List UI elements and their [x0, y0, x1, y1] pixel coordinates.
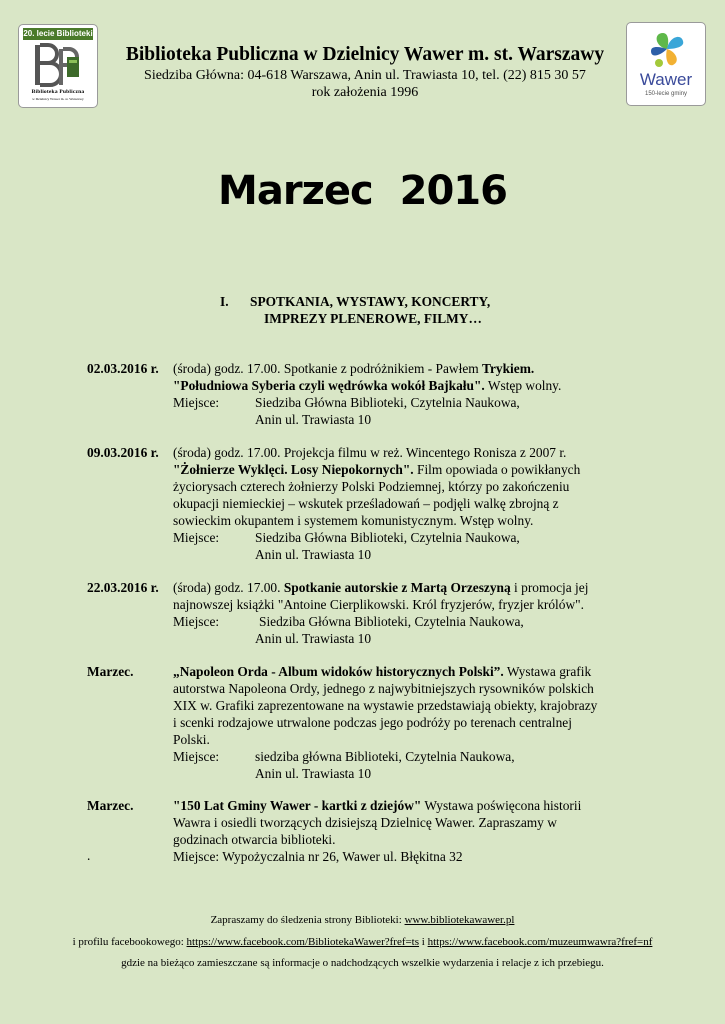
library-header [100, 43, 630, 101]
event-description [173, 663, 643, 782]
section-number: I. [220, 294, 229, 309]
location-address: Anin ul. Trawiasta 10 [255, 547, 372, 562]
event-title: "150 Lat Gminy Wawer - kartki z dziejów" [173, 798, 422, 813]
section-heading-line2: IMPREZY PLENEROWE, FILMY… [264, 311, 482, 326]
wawer-anniversary-logo [626, 22, 706, 106]
location-label: Miejsce: [173, 749, 220, 764]
event-text: (środa) godz. 17.00. Projekcja filmu w reż. Wincentego Ronisza z 2007 r. [173, 445, 567, 460]
wawer-logo-sub: 150-lecie gminy [644, 91, 688, 97]
event-date: 02.03.2016 r. [87, 361, 159, 376]
location-text: Miejsce: Wypożyczalnia nr 26, Wawer ul. Błękitna 32 [173, 849, 463, 864]
event-text: sowieckim okupantem i systemem komunistycznym. Wstęp wolny. [173, 513, 534, 528]
library-name: Biblioteka Publiczna w Dzielnicy Wawer m. st. Warszawy [125, 44, 605, 65]
event-text: Wystawa poświęcona historii [421, 798, 582, 813]
section-heading-line1: SPOTKANIA, WYSTAWY, KONCERTY, [250, 294, 491, 309]
event-description [173, 579, 643, 647]
location-label: Miejsce: [173, 530, 220, 545]
location-address: Anin ul. Trawiasta 10 [255, 412, 372, 427]
event-title: Spotkanie autorskie z Martą Orzeszyną [283, 580, 511, 595]
bp-library-logo-icon [29, 43, 87, 87]
library-address: Siedziba Główna: 04-618 Warszawa, Anin ul. Trawiasta 10, tel. (22) 815 30 57 [144, 68, 586, 83]
location-label: Miejsce: [173, 614, 220, 629]
location-text: Siedziba Główna Biblioteki, Czytelnia Naukowa, [255, 395, 520, 410]
event-date: Marzec. [87, 798, 134, 813]
event-text: najnowszej książki "Antoine Cierplikowski. Król fryzjerów, fryzjer królów". [173, 597, 584, 612]
footer-text: Zapraszamy do śledzenia strony Biblioteki: [210, 914, 405, 926]
stray-dot: . [87, 848, 91, 863]
event-text: okupacji niemieckiej – wskutek prześladowań – podjęli walkę zbrojną z [173, 496, 559, 511]
event-text: Wstęp wolny. [484, 378, 562, 393]
event-text: XIX w. Grafiki zaprezentowane na wystawie przedstawiają obiekty, krajobrazy [173, 698, 598, 713]
event-title: "Żołnierze Wyklęci. Losy Niepokornych". [173, 462, 414, 477]
location-text: siedziba główna Biblioteki, Czytelnia Naukowa, [255, 749, 515, 764]
event-text: (środa) godz. 17.00. [173, 580, 284, 595]
location-label: Miejsce: [173, 395, 220, 410]
wawer-logo-name: Wawer [639, 70, 693, 89]
logo-library-sub: w Dzielnicy Wawer m. st. Warszawy [32, 97, 84, 101]
library-founded: rok założenia 1996 [311, 85, 419, 100]
event-highlight: Trykiem. [482, 361, 535, 376]
location-address: Anin ul. Trawiasta 10 [255, 631, 372, 646]
event-text: Film opowiada o powikłanych [413, 462, 581, 477]
library-anniversary-logo [18, 24, 98, 108]
event-description [173, 360, 643, 428]
event-text: Wystawa grafik [503, 664, 592, 679]
footer-text: i [419, 936, 428, 948]
section-heading [200, 293, 540, 327]
event-text: (środa) godz. 17.00. Spotkanie z podróżnikiem - Pawłem [173, 361, 483, 376]
event-date: 22.03.2016 r. [87, 580, 159, 595]
footer-text: i profilu facebookowego: [72, 936, 187, 948]
facebook-library-link[interactable]: https://www.facebook.com/BibliotekaWawer?fref=ts [186, 936, 420, 948]
event-text: i promocja jej [510, 580, 589, 595]
website-link[interactable]: www.bibliotekawawer.pl [404, 914, 515, 926]
event-description [173, 444, 643, 563]
event-date: 09.03.2016 r. [87, 445, 159, 460]
logo-library-name: Biblioteka Publiczna [31, 89, 85, 95]
event-text: godzinach otwarcia biblioteki. [173, 832, 336, 847]
logo-anniversary-text: 20. lecie Biblioteki [23, 29, 93, 38]
event-text: Polski. [173, 732, 210, 747]
event-text: życiorysach czterech żołnierzy Polski Podziemnej, którzy po zakończeniu [173, 479, 570, 494]
footer-line-facebook [0, 936, 725, 948]
facebook-museum-link[interactable]: https://www.facebook.com/muzeumwawra?fref=nf [427, 936, 653, 948]
event-text: i scenki rodzajowe utrwalone podczas jego podróży po terenach centralnej [173, 715, 572, 730]
location-address: Anin ul. Trawiasta 10 [255, 766, 372, 781]
location-text: Siedziba Główna Biblioteki, Czytelnia Naukowa, [255, 530, 520, 545]
location-text: Siedziba Główna Biblioteki, Czytelnia Naukowa, [259, 614, 524, 629]
event-text: Wawra i osiedli tworzących dzisiejszą Dzielnicę Wawer. Zapraszamy w [173, 815, 557, 830]
wawer-flower-logo-icon [645, 29, 689, 71]
event-title: "Południowa Syberia czyli wędrówka wokół Bajkału". [173, 378, 485, 393]
footer-line-info: gdzie na bieżąco zamieszczane są informacje o nadchodzących wszelkie wydarzenia i relacje z ich przebiegu. [121, 957, 604, 969]
event-text: autorstwa Napoleona Ordy, jednego z najwybitniejszych rysowników polskich [173, 681, 594, 696]
event-title: „Napoleon Orda - Album widoków historycznych Polski”. [173, 664, 504, 679]
page-title: Marzec 2016 [218, 168, 507, 214]
event-date: Marzec. [87, 664, 134, 679]
footer-line-website [0, 914, 725, 926]
event-description [173, 797, 643, 865]
